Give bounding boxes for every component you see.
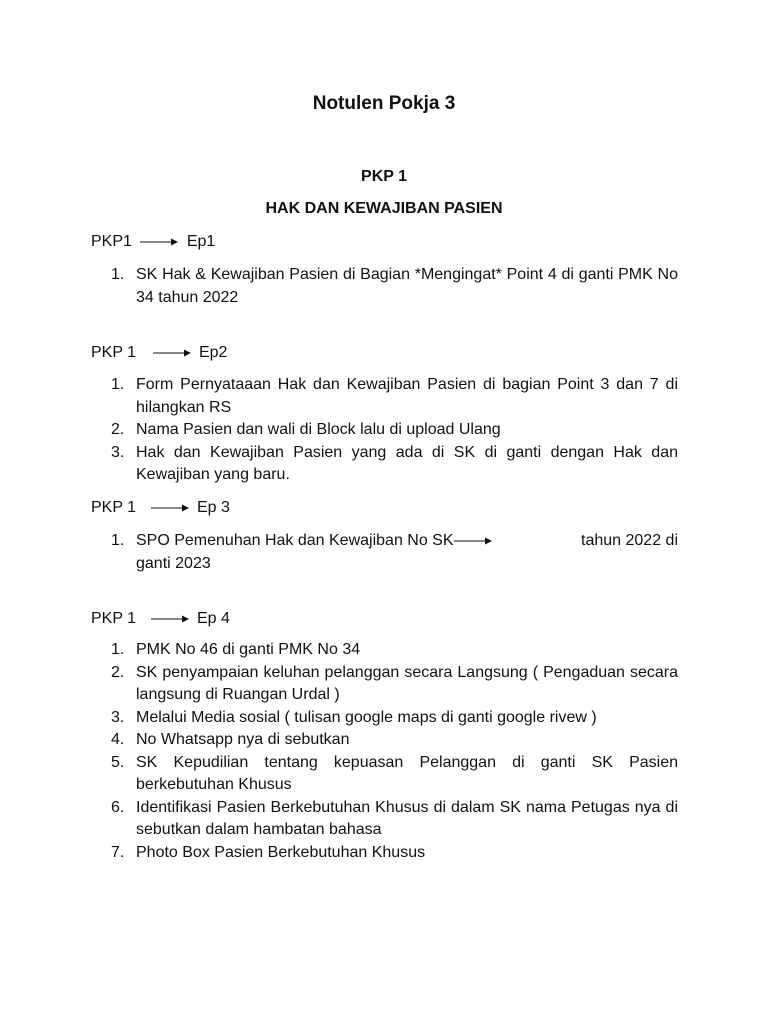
- item-text: SK Kepudilian tentang kepuasan Pelanggan di ganti SK Pasien berkebutuhan Khusus: [136, 753, 678, 793]
- item-number: 4.: [111, 731, 125, 748]
- pkp-subheading: HAK DAN KEWAJIBAN PASIEN: [265, 200, 503, 217]
- list-item: [91, 707, 678, 730]
- section-label-left: PKP1: [91, 233, 132, 250]
- list-item: [91, 662, 678, 707]
- section-label-left: PKP 1: [91, 610, 137, 627]
- list-item: [91, 797, 678, 842]
- item-text: No Whatsapp nya di sebutkan: [136, 731, 350, 748]
- right-arrow-icon: [153, 349, 191, 357]
- right-arrow-icon: [151, 615, 189, 623]
- list-item: [91, 264, 678, 309]
- document-title: Notulen Pokja 3: [312, 93, 456, 114]
- item-number: 1.: [111, 376, 125, 393]
- right-arrow-icon: [151, 504, 189, 512]
- list-item: [91, 752, 678, 797]
- pkp-heading: PKP 1: [361, 168, 407, 185]
- item-number: 6.: [111, 798, 125, 816]
- section-label-right: Ep 4: [196, 610, 230, 627]
- item-number: 2.: [111, 421, 125, 438]
- item-text: Photo Box Pasien Berkebutuhan Khusus: [136, 843, 426, 861]
- item-number: 5.: [111, 753, 125, 771]
- item-text: Hak dan Kewajiban Pasien yang ada di SK di ganti dengan Hak dan Kewajiban yang baru.: [136, 443, 678, 483]
- item-text: Identifikasi Pasien Berkebutuhan Khusus di dalam SK nama Petugas nya di sebutkan dalam hambatan bahasa: [136, 798, 678, 838]
- list-item: [91, 442, 678, 487]
- list-item: [91, 530, 678, 575]
- list-item: [91, 639, 678, 662]
- item-text: Nama Pasien dan wali di Block lalu di upload Ulang: [136, 421, 501, 438]
- section-2-list: [91, 374, 678, 487]
- item-text: PMK No 46 di ganti PMK No 34: [136, 641, 361, 658]
- item-text: Form Pernyataaan Hak dan Kewajiban Pasien di bagian Point 3 dan 7 di hilangkan RS: [136, 376, 678, 416]
- item-number: 1.: [111, 532, 125, 549]
- section-2-header: [91, 342, 227, 365]
- section-3-list: [91, 530, 678, 575]
- list-item: [91, 729, 678, 752]
- item-text: SK penyampaian keluhan pelanggan secara Langsung ( Pengaduan secara langsung di Ruangan Urdal ): [136, 663, 678, 703]
- section-label-right: Ep1: [186, 233, 216, 250]
- item-number: 3.: [111, 708, 125, 726]
- item-text: SK Hak & Kewajiban Pasien di Bagian *Mengingat* Point 4 di ganti PMK No 34 tahun 2022: [136, 266, 678, 306]
- section-label-right: Ep 3: [196, 499, 230, 516]
- list-item: [91, 374, 678, 419]
- section-1-list: [91, 264, 678, 309]
- section-1-header: [91, 231, 215, 254]
- section-label-left: PKP 1: [91, 499, 137, 516]
- item-number: 2.: [111, 663, 125, 681]
- item-text: SPO Pemenuhan Hak dan Kewajiban No SK: [136, 532, 454, 549]
- item-number: 1.: [111, 641, 125, 658]
- item-text: Melalui Media sosial ( tulisan google maps di ganti google rivew ): [136, 708, 597, 726]
- right-arrow-icon: [454, 537, 492, 545]
- item-line-1: [136, 530, 678, 553]
- section-4-header: [91, 608, 230, 631]
- list-item: [91, 842, 678, 865]
- item-number: 7.: [111, 843, 125, 861]
- item-number: 1.: [111, 266, 125, 283]
- section-3-header: [91, 497, 230, 520]
- section-4-list: [91, 639, 678, 864]
- item-number: 3.: [111, 443, 125, 461]
- section-label-right: Ep2: [198, 344, 228, 361]
- section-label-left: PKP 1: [91, 344, 137, 361]
- list-item: [91, 419, 678, 442]
- right-arrow-icon: [140, 238, 178, 246]
- item-text-tail: tahun 2022 di: [581, 532, 678, 549]
- item-line-2: ganti 2023: [136, 554, 211, 572]
